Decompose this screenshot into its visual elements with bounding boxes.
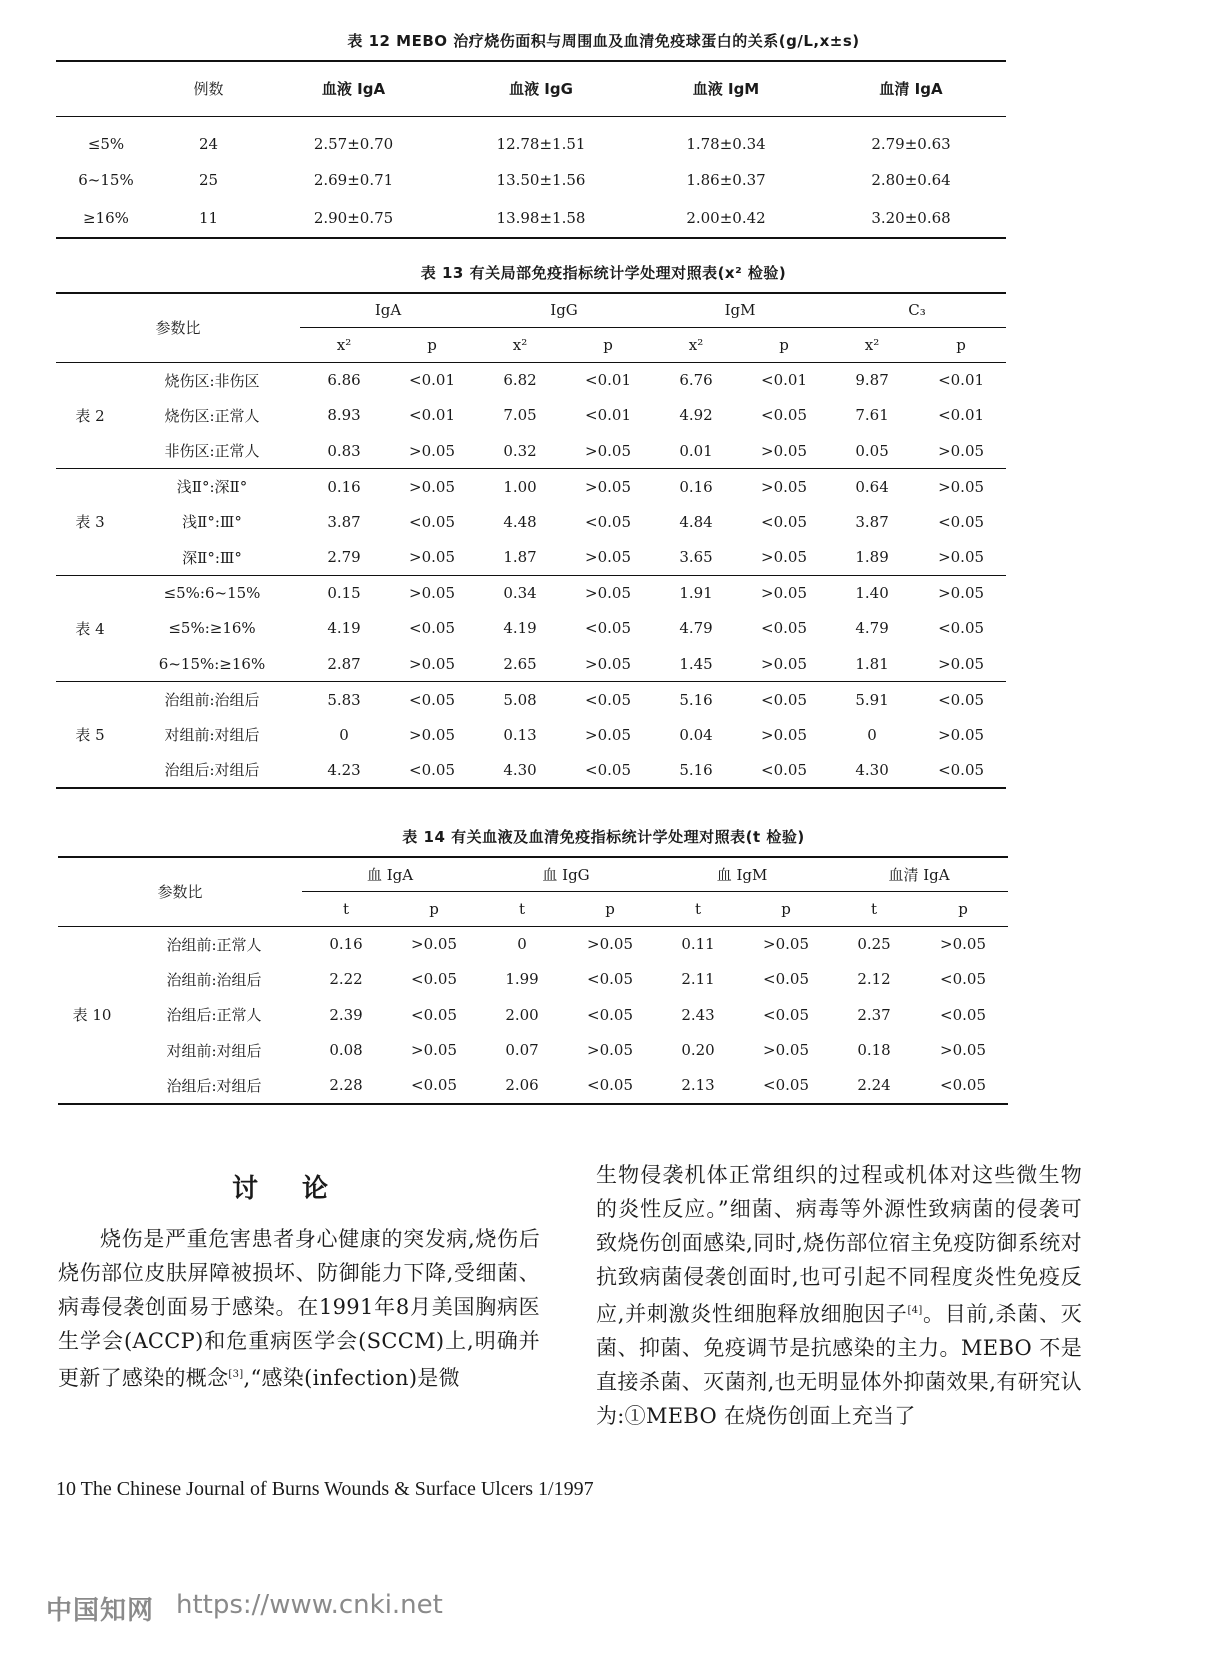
table13-cell: <0.01 [938,371,985,389]
table13-param: 治组前:治组后 [124,682,300,718]
table13-cell: <0.05 [938,619,985,638]
table13-cell: 4.19 [327,619,361,638]
table14-cell: 2.13 [654,1068,742,1104]
table13-cell: 2.87 [327,654,361,673]
table13-row [56,717,1006,753]
table12-row-label: 6~15% [78,171,134,189]
table13-cell: >0.05 [761,441,808,460]
table13-cell: 1.91 [652,575,740,611]
table13-cell: 0.32 [503,441,537,460]
table14-group-header: 血清 IgA [830,857,1008,891]
table13-cell: 1.89 [855,548,889,566]
table13-cell: <0.05 [409,619,455,638]
table14-param: 对组前:对组后 [166,1041,262,1060]
table13-cell: >0.05 [409,441,455,460]
table14-row [58,926,1008,962]
table14-subheader: p [605,899,615,918]
table14-row [58,962,1008,998]
table14-cell: <0.05 [763,1005,810,1024]
table14-row [58,1033,1008,1069]
table12-header-cell: 血清 IgA [879,80,943,99]
table12-cell: 2.90±0.75 [313,208,394,227]
table13-row [56,753,1006,789]
discussion-column-1 [58,1222,540,1395]
table14-caption: 表 14 有关血液及血清免疫指标统计学处理对照表(t 检验) [402,828,805,846]
table13-cell: >0.05 [938,441,985,460]
table13-cell: >0.05 [740,575,828,611]
table13-cell: 4.79 [679,619,713,638]
table13-cell: 0.64 [828,469,916,505]
table14-cell: <0.05 [940,1005,987,1024]
table14-cell: <0.05 [587,970,634,989]
table13-param: ≤5%:6~15% [124,575,300,611]
table13-cell: 5.16 [652,753,740,789]
table14 [58,856,1008,1105]
table14-cell: 0.07 [505,1041,539,1060]
table13-cell: 5.16 [652,682,740,718]
table12-cell: 1.78±0.34 [686,135,766,154]
discussion-col1-tail: ,“感染(infection)是微 [243,1366,460,1390]
citation-ref: [4] [907,1305,923,1316]
table13-cell: <0.05 [761,619,808,638]
table12-cell: 12.78±1.51 [496,135,586,154]
table13-cell: <0.05 [916,682,1006,718]
table13-group-header: IgM [652,293,828,327]
table14-cell: 2.12 [857,970,891,989]
table13-cell: <0.01 [585,371,631,389]
table14-cell: 0.25 [857,935,891,953]
table13-cell: >0.05 [409,725,455,744]
table13-cell: 4.30 [476,753,564,789]
table13-cell: 0.04 [679,725,713,744]
table13-row [56,433,1006,469]
table14-cell: 2.22 [329,970,363,989]
table13-row [56,575,1006,611]
table13-cell: <0.01 [938,406,985,425]
table13-cell: 4.19 [503,619,537,638]
table13-group-header: IgA [300,293,476,327]
table14-cell: >0.05 [763,1041,810,1060]
table12-cell: 13.98±1.58 [496,208,586,227]
table14-cell: <0.05 [587,1005,634,1024]
table13-cell: 6.82 [503,371,537,389]
table14-cell: 2.37 [857,1005,891,1024]
table14-cell: 0.20 [681,1041,715,1060]
table13-caption: 表 13 有关局部免疫指标统计学处理对照表(x² 检验) [420,264,787,282]
table12-header-cell: 例数 [193,80,224,99]
table12-header-row [56,61,1006,116]
table13-subheader: p [779,335,789,354]
table13-cell: 4.48 [503,512,537,531]
discussion-col1-text: 烧伤是严重危害患者身心健康的突发病,烧伤后烧伤部位皮肤屏障被损坏、防御能力下降,受细菌、病毒侵袭创面易于感染。在1991年8月美国胸病医生学会(ACCP)和危重病医学会(SCCM)上,明确并更新了感染的概念 [58,1227,540,1390]
table13-cell: >0.05 [564,575,652,611]
discussion-col2-tail: 。目前,杀菌、灭菌、抑菌、免疫调节是抗感染的主力。MEBO 不是直接杀菌、灭菌剂,也无明显体外抑菌效果,有研究认为:①MEBO 在烧伤创面上充当了 [596,1302,1082,1428]
table14-subheader: p [781,899,791,918]
table13-row [56,682,1006,718]
table13-cell: <0.01 [585,406,631,425]
table14-cell: 0.11 [681,935,715,953]
table14-subheader: p [429,899,439,918]
table13-cell: 4.84 [679,512,713,531]
table13-cell: 0.13 [503,725,537,744]
table14-param: 治组后:正常人 [166,1006,262,1025]
table14-subheader: t [343,899,350,918]
table13-cell: <0.05 [740,682,828,718]
table13-cell: 4.92 [679,406,713,425]
table13-cell: >0.05 [761,725,808,744]
table13-cell: 0 [867,725,877,744]
table13-cell: 2.65 [503,654,537,673]
table13-cell: >0.05 [388,575,476,611]
table12-header-cell: 血液 IgG [509,80,573,99]
table13-cell: >0.05 [585,548,631,566]
table13-cell: 9.87 [855,371,889,389]
table13-param: 浅Ⅱ°:Ⅲ° [182,513,242,532]
table13-cell: 2.79 [327,548,361,566]
table13-cell: 1.81 [855,654,889,673]
table12-cell: 2.79±0.63 [871,135,951,154]
table13-cell: 0.16 [300,469,388,505]
table14-subheader: p [958,899,968,918]
table14-cell: >0.05 [587,935,634,953]
table14-cell: 2.24 [830,1068,918,1104]
table13-cell: <0.01 [409,406,455,425]
table13-group-header: IgG [476,293,652,327]
table14-cell: >0.05 [411,1041,457,1060]
table14-param-header: 参数比 [58,857,302,926]
table13-cell: <0.05 [409,512,455,531]
table14-group-header-row [58,857,1008,891]
table13-cell: >0.05 [761,654,808,673]
table14-cell: >0.05 [940,1041,987,1060]
table12-cell: 1.86±0.37 [686,171,766,189]
table14-cell: 0.18 [857,1041,891,1060]
table12-row-label: ≤5% [87,135,125,154]
table13-cell: 6.76 [679,371,713,389]
table12-header-cell [56,61,156,116]
table13-row [56,646,1006,682]
watermark-brand: 中国知网 [46,1596,155,1626]
table13-cell: 5.08 [476,682,564,718]
table13-cell: >0.05 [761,548,808,566]
table13-cell: >0.05 [938,725,985,744]
table13-cell: 7.05 [503,406,537,425]
table13-cell: >0.05 [585,654,631,673]
table13-cell: 0.05 [855,441,889,460]
table13-cell: >0.05 [409,654,455,673]
table14-cell: <0.05 [742,1068,830,1104]
table14-subheader: t [695,899,702,918]
table14-cell: <0.05 [566,1068,654,1104]
table14-row [58,1068,1008,1104]
table13-group-header: C₃ [828,293,1006,327]
table13-subheader: x² [688,335,704,354]
table12-cell: 13.50±1.56 [496,171,586,189]
table13-cell: <0.05 [388,682,476,718]
table14-cell: 0.16 [329,935,363,953]
table13-cell: 0.01 [679,441,713,460]
table13-subheader: x² [864,335,880,354]
discussion-column-2 [596,1158,1082,1433]
table14-cell: 0 [517,935,527,953]
table12-cell: 2.80±0.64 [871,171,951,189]
table13-row [56,611,1006,647]
table13-cell: 0.34 [476,575,564,611]
table14-group-header: 血 IgA [302,857,478,891]
table13-param: 烧伤区:非伤区 [164,371,260,390]
table14-cell: >0.05 [411,935,457,953]
table13-cell: <0.05 [564,682,652,718]
table14-group-header: 血 IgG [478,857,654,891]
discussion-col2-text: 生物侵袭机体正常组织的过程或机体对这些微生物的炎性反应。”细菌、病毒等外源性致病菌的侵袭可致烧伤创面感染,同时,烧伤部位宿主免疫防御系统对抗致病菌侵袭创面时,也可引起不同程度炎性免疫反应,并刺激炎性细胞释放细胞因子 [596,1163,1082,1326]
table12-row [56,198,1006,238]
table13-cell: 0.83 [327,441,361,460]
table13-cell: <0.05 [761,406,808,425]
table13-cell: 5.83 [300,682,388,718]
table13-cell: 3.87 [327,512,361,531]
table14-subheader: t [519,899,526,918]
table13-cell: <0.05 [916,753,1006,789]
table13-cell: 1.00 [476,469,564,505]
table14-cell: 2.00 [505,1005,539,1024]
table13-cell: 8.93 [327,406,361,425]
table13-row [56,504,1006,540]
table13-cell: >0.05 [938,548,985,566]
table12-header-cell: 血液 IgA [321,80,386,99]
watermark-url[interactable]: https://www.cnki.net [176,1590,443,1620]
table13-group-header-row [56,293,1006,327]
table13-section-label: 表 5 [56,682,124,789]
table13-cell: >0.05 [740,469,828,505]
table14-section-label: 表 10 [58,926,126,1104]
table12-row [56,116,1006,162]
table14-cell: 2.11 [681,970,715,989]
table14-cell: 2.06 [478,1068,566,1104]
table14-cell: <0.05 [411,970,457,989]
table13-cell: 0.15 [300,575,388,611]
table13-cell: >0.05 [585,441,631,460]
table14-cell: 2.43 [681,1005,715,1024]
table13-row [56,540,1006,576]
table14-cell: <0.05 [763,970,810,989]
table13-param: 烧伤区:正常人 [164,406,260,425]
citation-ref: [3] [228,1369,244,1380]
table13-subheader: p [956,335,966,354]
table13-cell: 5.91 [828,682,916,718]
table12-cell: 2.57±0.70 [313,135,394,154]
table14-cell: <0.05 [918,1068,1008,1104]
table12 [56,60,1006,239]
table13-cell: <0.05 [761,512,808,531]
table13-cell: >0.05 [916,469,1006,505]
table13-cell: <0.05 [585,512,631,531]
table13-cell: 4.30 [828,753,916,789]
table13-subheader: x² [336,335,352,354]
table14-param: 治组前:正常人 [166,935,262,954]
table13-param: ≤5%:≥16% [168,619,256,638]
table13-subheader: p [603,335,613,354]
table13-cell: >0.05 [388,469,476,505]
table14-cell: 0.08 [329,1041,363,1060]
table13-cell: <0.05 [585,619,631,638]
table13-param: 浅Ⅱ°:深Ⅱ° [124,469,300,505]
table13-cell: 3.87 [855,512,889,531]
table13-cell: <0.05 [740,753,828,789]
table13-cell: 1.40 [828,575,916,611]
table13-param: 对组前:对组后 [164,726,260,745]
table13-param: 非伤区:正常人 [164,442,260,460]
table13-cell: 0 [339,725,349,744]
table14-subheader: t [871,899,878,918]
table12-row [56,162,1006,198]
table13 [56,292,1006,789]
table13-section-label: 表 4 [56,575,124,682]
table13-cell: 6.86 [327,371,361,389]
table13-param: 深Ⅱ°:Ⅲ° [182,548,242,567]
table13-subheader: p [427,335,437,354]
table13-param: 治组后:对组后 [124,753,300,789]
table13-cell: >0.05 [916,575,1006,611]
table13-cell: 4.23 [300,753,388,789]
discussion-heading: 讨论 [232,1174,373,1204]
table13-cell: <0.05 [388,753,476,789]
table13-cell: <0.05 [938,512,985,531]
table14-cell: 2.39 [329,1005,363,1024]
table12-cell: 2.69±0.71 [313,171,394,189]
table13-param: 6~15%:≥16% [158,654,266,673]
table13-section-label: 表 3 [56,469,124,576]
table14-cell: >0.05 [587,1041,634,1060]
table14-cell: <0.05 [411,1005,457,1024]
table13-param-header: 参数比 [56,293,300,362]
table13-cell: 7.61 [855,406,889,425]
table14-cell: 1.99 [505,970,539,989]
page-footer: 10 The Chinese Journal of Burns Wounds & Surface Ulcers 1/1997 [56,1478,594,1500]
table14-group-header: 血 IgM [654,857,830,891]
table14-param: 治组前:治组后 [166,970,262,989]
table13-cell: 1.45 [679,654,713,673]
table13-cell: <0.05 [564,753,652,789]
table14-cell: 2.28 [302,1068,390,1104]
table13-cell: 4.79 [855,619,889,638]
table14-param: 治组后:对组后 [126,1068,302,1104]
table13-section-label: 表 2 [75,406,105,425]
table12-cell: 24 [198,135,219,154]
table13-cell: >0.05 [938,654,985,673]
table13-subheader: x² [512,335,528,354]
table12-header-cell: 血液 IgM [692,80,760,99]
table14-cell: <0.05 [940,970,987,989]
table13-row [56,469,1006,505]
table12-cell: 3.20±0.68 [871,208,951,227]
table13-cell: 0.16 [652,469,740,505]
table12-caption: 表 12 MEBO 治疗烧伤面积与周围血及血清免疫球蛋白的关系(g/L,x±s) [347,32,860,50]
table14-row [58,997,1008,1033]
table13-cell: 3.65 [679,548,713,566]
table13-cell: <0.01 [409,371,455,389]
table12-row-label: ≥16% [83,208,129,227]
table14-cell: >0.05 [763,935,810,953]
table13-cell: >0.05 [409,548,455,566]
table13-row [56,362,1006,398]
table13-row [56,398,1006,434]
table14-cell: <0.05 [390,1068,478,1104]
table12-cell: 25 [198,171,219,189]
table13-cell: <0.01 [761,371,808,389]
table13-cell: 1.87 [503,548,537,566]
table12-cell: 11 [198,208,219,227]
table14-cell: >0.05 [940,935,987,953]
table13-cell: >0.05 [564,469,652,505]
table13-cell: >0.05 [585,725,631,744]
table12-cell: 2.00±0.42 [686,208,766,227]
